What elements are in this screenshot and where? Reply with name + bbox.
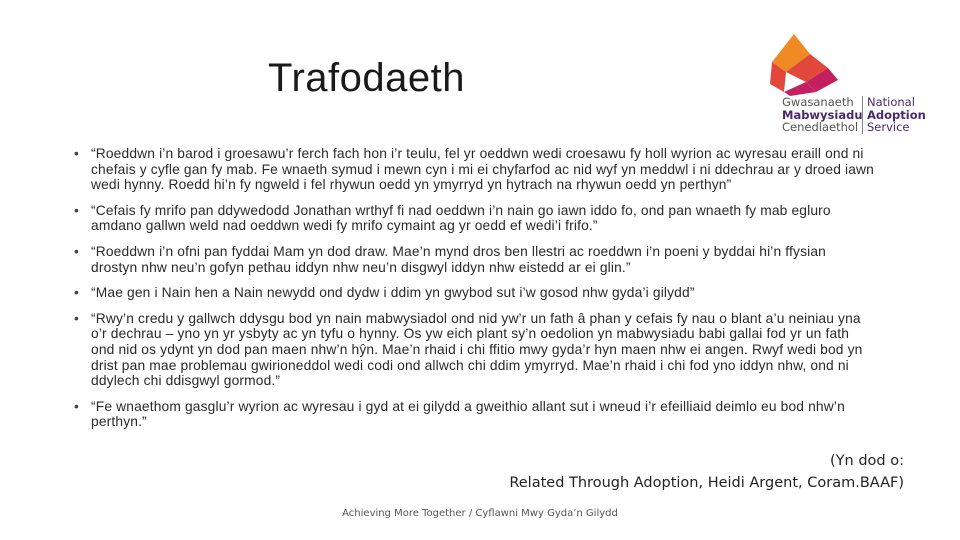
- logo-english-line2: Adoption: [867, 107, 926, 122]
- slide-footer: Achieving More Together / Cyflawni Mwy Gyda’n Gilydd: [342, 508, 618, 519]
- logo-english-line3: Service: [867, 120, 910, 134]
- source-citation: [509, 450, 904, 494]
- logo-welsh-line2: Mabwysiadu: [782, 107, 863, 122]
- logo-welsh-line3: Cenedlaethol: [782, 120, 859, 134]
- source-line-2: Related Through Adoption, Heidi Argent, Coram.BAAF): [509, 475, 904, 491]
- logo-english-line1: National: [867, 95, 915, 109]
- logo-english-text: [862, 96, 926, 134]
- logo-welsh-line1: Gwasanaeth: [782, 95, 854, 109]
- quote-item: • “Fe wnaethom gasglu’r wyrion ac wyresau i gyd at ei gilydd a gweithio allant sut i wneud i’r efeilliaid deimlo eu bod nhw’n perthyn.”: [74, 399, 874, 430]
- logo-flame-mark: [766, 32, 926, 96]
- quote-item: • “Rwy’n credu y gallwch ddysgu bod yn nain mabwysiadol ond nid yw’r un fath â phan y cefais fy nau o blant a’u neiniau yna o’r dechrau – yno yn yr ysbyty ac yn tyfu o hynny. Os yw eich plant sy’n oedolion yn mabwysiadu babi gallai fod yr un fath ond nid os ydynt yn dod pan maen nhw’n hŷn. Mae’n rhaid i chi ffitio mwy gyda’r hyn maen nhw ei angen. Rwyf wedi bod yn drist pan mae problemau gwirioneddol wedi codi ond allwch chi ddim ymyrryd. Mae’n rhaid i chi fod yno iddyn nhw, ond ni ddylech chi ddisgwyl gormod.”: [74, 311, 874, 389]
- quote-item: • “Roeddwn i’n barod i groesawu’r ferch fach hon i’r teulu, fel yr oeddwn wedi croesawu fy holl wyrion ac wyresau eraill ond ni chefais y cyfle gan fy mab. Fe wnaeth symud i mewn cyn i mi ei chyfarfod ac nid wyf yn meddwl i ni ddechrau ar y droed iawn wedi hynny. Roedd hi’n fy ngweld i fel rhywun oedd yn ymyrryd yn hytrach na rhywun oedd yn perthyn”: [74, 146, 874, 193]
- quote-list: [74, 146, 874, 440]
- quote-item: • “Mae gen i Nain hen a Nain newydd ond dydw i ddim yn gwybod sut i’w gosod nhw gyda’i gilydd”: [74, 285, 874, 301]
- source-line-1: (Yn dod o:: [830, 453, 904, 469]
- logo-welsh-text: [782, 96, 863, 134]
- national-adoption-service-logo: [766, 32, 926, 132]
- quote-item: • “Cefais fy mrifo pan ddywedodd Jonathan wrthyf fi nad oeddwn i’n nain go iawn iddo fo, ond pan wnaeth fy mab egluro amdano gallwn weld nad oeddwn wedi fy mrifo cymaint ag yr oedd ef wedi’i frifo.”: [74, 203, 874, 234]
- quote-item: • “Roeddwn i’n ofni pan fyddai Mam yn dod draw. Mae’n mynd dros ben llestri ac roeddwn i’n poeni y byddai hi’n ffysian drostyn nhw neu’n gofyn pethau iddyn nhw neu’n disgwyl iddyn nhw eistedd ar ei glin.”: [74, 244, 874, 275]
- slide-title: Trafodaeth: [268, 56, 465, 100]
